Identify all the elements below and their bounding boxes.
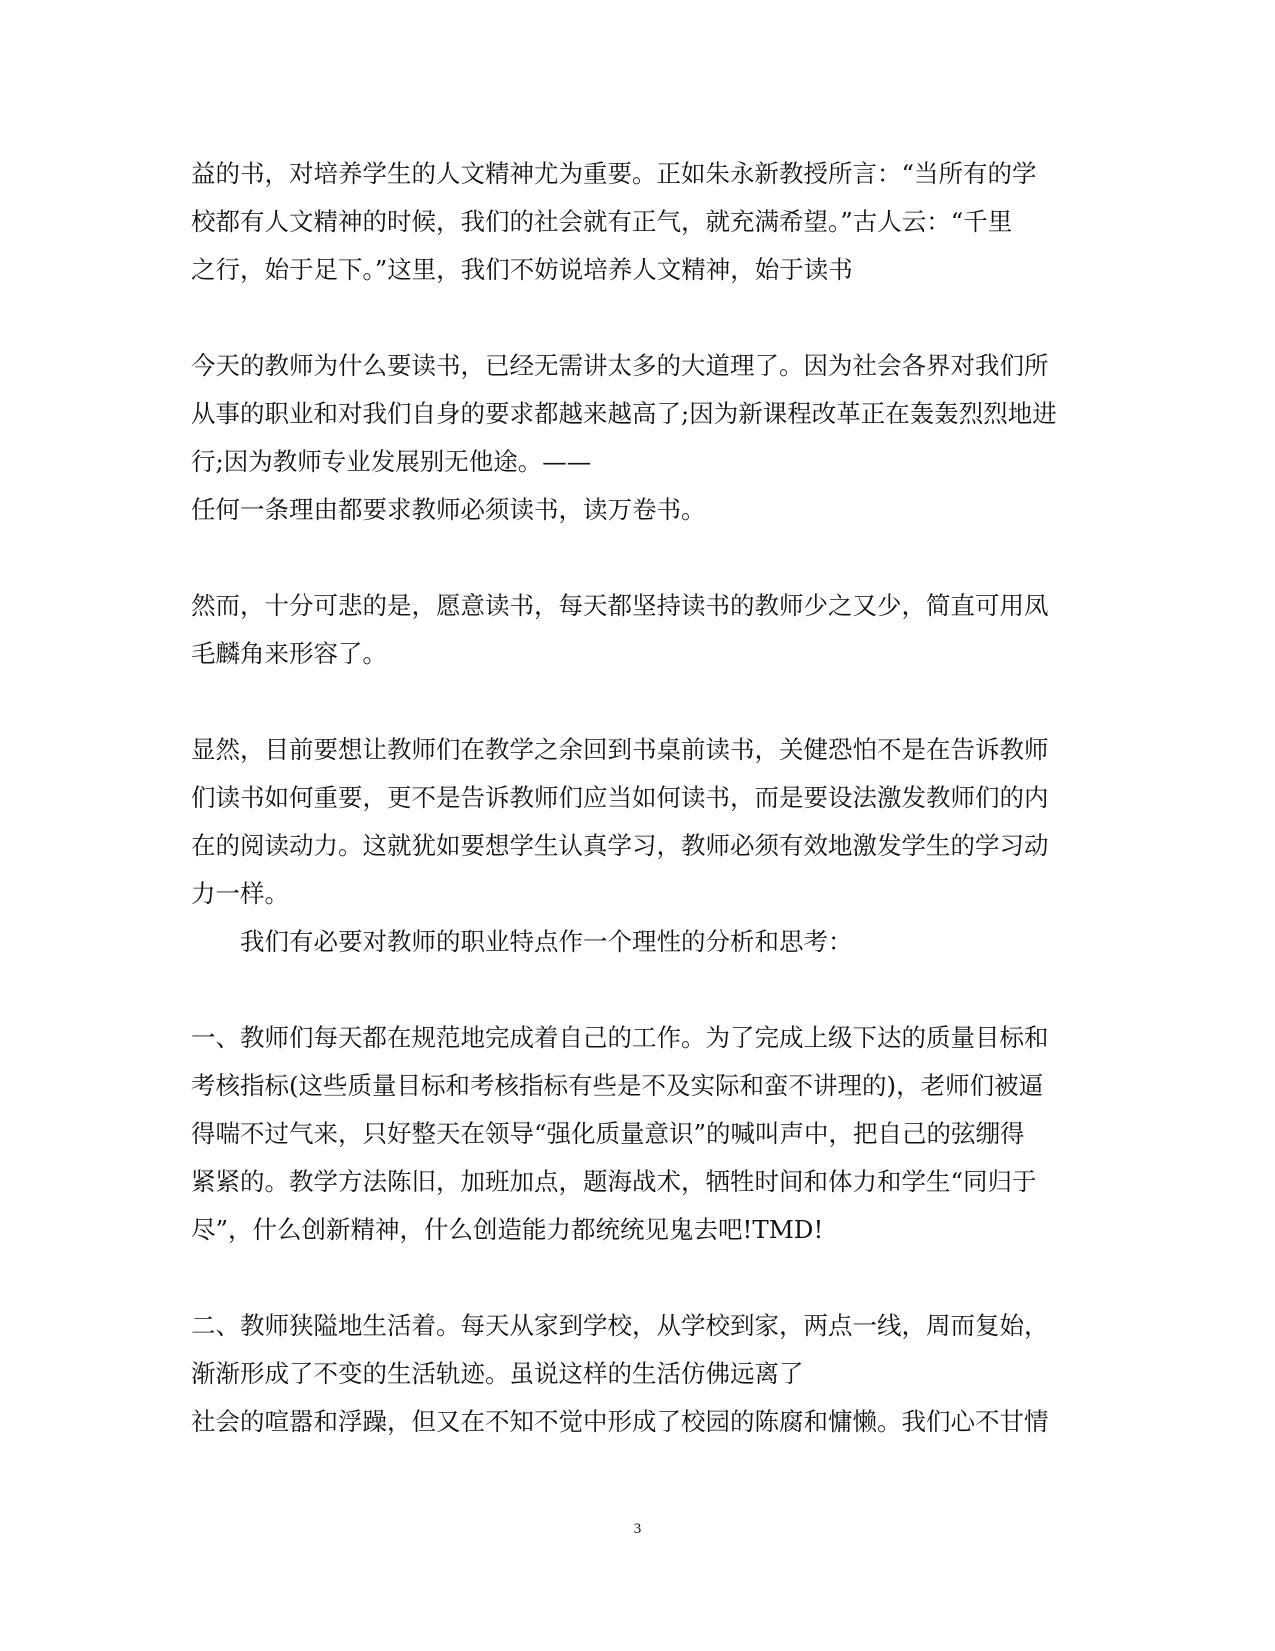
text-line: 从事的职业和对我们自身的要求都越来越高了;因为新课程改革正在轰轰烈烈地进 (191, 399, 1057, 428)
paragraph-gap (191, 534, 1081, 582)
text-line: 任何一条理由都要求教师必须读书，读万卷书。 (191, 495, 706, 524)
text-line: 显然，目前要想让教师们在教学之余回到书桌前读书，关健恐怕不是在告诉教师 (191, 735, 1049, 764)
text-line: 之行，始于足下。”这里，我们不妨说培养人文精神，始于读书 (191, 255, 853, 284)
text-line: 在的阅读动力。这就犹如要想学生认真学习，教师必须有效地激发学生的学习动 (191, 831, 1049, 860)
text-line: 得喘不过气来，只好整天在领导“强化质量意识”的喊叫声中，把自己的弦绷得 (191, 1119, 1025, 1148)
text-line: 毛麟角来形容了。 (191, 639, 387, 668)
text-line: 力一样。 (191, 879, 289, 908)
paragraph-gap (191, 1254, 1081, 1302)
paragraph (191, 342, 1081, 534)
document-body (191, 150, 1081, 1446)
paragraph-gap (191, 678, 1081, 726)
page-number: 3 (633, 1521, 642, 1537)
text-line: 行;因为教师专业发展别无他途。—— (191, 447, 592, 476)
paragraph (191, 1302, 1081, 1446)
text-line: 我们有必要对教师的职业特点作一个理性的分析和思考： (240, 927, 853, 956)
text-line: 渐渐形成了不变的生活轨迹。虽说这样的生活仿佛远离了 (191, 1359, 804, 1388)
text-line: 益的书，对培养学生的人文精神尤为重要。正如朱永新教授所言：“当所有的学 (191, 159, 1037, 188)
text-line: 校都有人文精神的时候，我们的社会就有正气，就充满希望。”古人云：“千里 (191, 207, 1013, 236)
text-line: 社会的喧嚣和浮躁，但又在不知不觉中形成了校园的陈腐和慵懒。我们心不甘情 (191, 1407, 1049, 1436)
paragraph (191, 726, 1081, 918)
text-line: 考核指标(这些质量目标和考核指标有些是不及实际和蛮不讲理的)，老师们被逼 (191, 1071, 1044, 1100)
paragraph (191, 918, 1081, 966)
text-line: 们读书如何重要，更不是告诉教师们应当如何读书，而是要设法激发教师们的内 (191, 783, 1049, 812)
text-line: 尽”，什么创新精神，什么创造能力都统统见鬼去吧!TMD! (191, 1215, 824, 1244)
text-line: 然而，十分可悲的是，愿意读书，每天都坚持读书的教师少之又少，简直可用凤 (191, 591, 1049, 620)
paragraph (191, 1014, 1081, 1254)
paragraph (191, 150, 1081, 294)
paragraph-gap (191, 966, 1081, 1014)
text-line: 二、教师狭隘地生活着。每天从家到学校，从学校到家，两点一线，周而复始， (191, 1311, 1049, 1340)
text-line: 一、教师们每天都在规范地完成着自己的工作。为了完成上级下达的质量目标和 (191, 1023, 1049, 1052)
text-line: 今天的教师为什么要读书，已经无需讲太多的大道理了。因为社会各界对我们所 (191, 351, 1049, 380)
paragraph-gap (191, 294, 1081, 342)
text-line: 紧紧的。教学方法陈旧，加班加点，题海战术，牺牲时间和体力和学生“同归于 (191, 1167, 1037, 1196)
paragraph (191, 582, 1081, 678)
